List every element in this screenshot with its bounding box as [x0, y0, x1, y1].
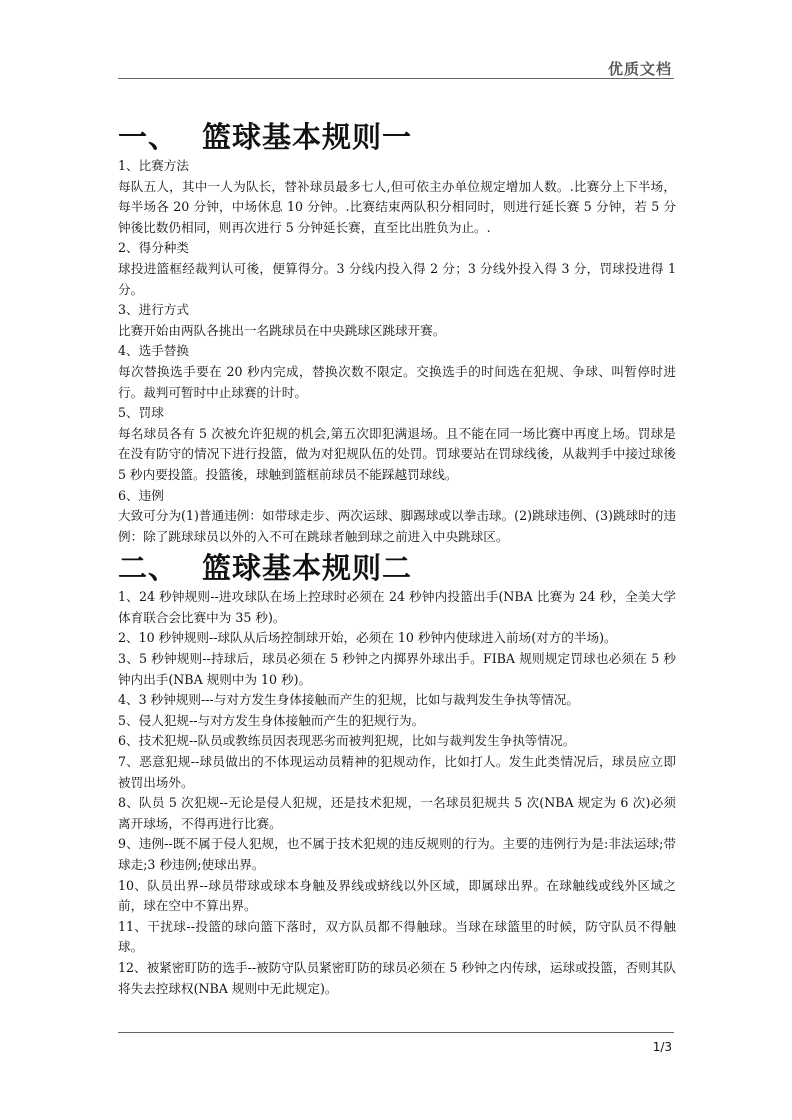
rule-item: 4、3 秒钟规则---与对方发生身体接触而产生的犯规，比如与裁判发生争执等情况。: [118, 692, 579, 708]
rule-item: 11、干扰球--投篮的球向篮下落时，双方队员都不得触球。当球在球篮里的时候，防守队员不得触球。: [118, 918, 676, 955]
rule-subheading: 5、罚球: [118, 405, 164, 421]
rule-item: 12、被紧密盯防的选手--被防守队员紧密盯防的球员必须在 5 秒钟之内传球，运球或投篮，否则其队将失去控球权(NBA 规则中无此规定)。: [118, 959, 676, 996]
document-body: [118, 118, 676, 999]
rule-subheading: 6、违例: [118, 487, 164, 503]
header-label: 优质文档: [607, 60, 672, 78]
rule-item: 7、恶意犯规--球员做出的不体现运动员精神的犯规动作，比如打人。发生此类情况后，球员应立即被罚出场外。: [118, 754, 676, 790]
rule-paragraph: 比赛开始由两队各挑出一名跳球员在中央跳球区跳球开赛。: [118, 322, 446, 338]
rule-subheading: 2、得分种类: [118, 240, 189, 256]
header-divider: [118, 78, 674, 79]
section-number: 一、: [118, 120, 179, 154]
rule-item: 3、5 秒钟规则--持球后，球员必须在 5 秒钟之内掷界外球出手。FIBA 规则规定罚球也必须在 5 秒钟内出手(NBA 规则中为 10 秒)。: [118, 651, 676, 687]
rule-paragraph: 球投进篮框经裁判认可後，便算得分。3 分线内投入得 2 分；3 分线外投入得 3 分，罚球投进得 1 分。: [118, 260, 676, 297]
section-heading-2: [118, 549, 676, 587]
rule-paragraph: 每次替换选手要在 20 秒内完成，替换次数不限定。交换选手的时间选在犯规、争球、叫暂停时进行。裁判可暂时中止球赛的计时。: [118, 363, 676, 400]
rule-paragraph: 每队五人，其中一人为队长，替补球员最多七人,但可依主办单位规定增加人数。.比赛分上下半场，每半场各 20 分钟，中场休息 10 分钟。.比赛结束两队积分相同时，则进行延长赛 5 分钟，若 5 分钟後比数仍相同，则再次进行 5 分钟延长赛，直至比出胜负为止。.: [118, 178, 676, 235]
rule-paragraph: 大致可分为(1)普通违例：如带球走步、两次运球、脚踢球或以拳击球。(2)跳球违例、(3)跳球时的违例：除了跳球球员以外的入不可在跳球者触到球之前进入中央跳球区。: [118, 508, 676, 544]
section-title: 篮球基本规则一: [202, 120, 413, 154]
rule-item: 9、违例--既不属于侵人犯规，也不属于技术犯规的违反规则的行为。主要的违例行为是:非法运球;带球走;3 秒违例;使球出界。: [118, 836, 676, 872]
rule-item: 10、队员出界--球员带球或球本身触及界线或蛴线以外区域，即属球出界。在球触线或线外区域之前，球在空中不算出界。: [118, 877, 676, 914]
rule-item: 2、10 秒钟规则--球队从后场控制球开始，必须在 10 秒钟内使球进入前场(对方的半场)。: [118, 630, 617, 646]
rule-subheading: 1、比赛方法: [118, 158, 189, 173]
rule-item: 1、24 秒钟规则--进攻球队在场上控球时必须在 24 秒钟内投篮出手(NBA 比赛为 24 秒，全美大学体育联合会比赛中为 35 秒)。: [118, 589, 676, 625]
rule-item: 5、侵人犯规--与对方发生身体接触而产生的犯规行为。: [118, 712, 425, 728]
rule-subheading: 4、选手替换: [118, 343, 189, 359]
section-title: 篮球基本规则二: [202, 551, 413, 586]
rule-paragraph: 每名球员各有 5 次被允许犯规的机会,第五次即犯满退场。且不能在同一场比赛中再度上场。罚球是在没有防守的情况下进行投篮，做为对犯规队伍的处罚。罚球要站在罚球线後，从裁判手中接过球後 5 秒内要投篮。投篮後，球触到篮框前球员不能踩越罚球线。: [118, 425, 676, 482]
page-number: 1/3: [652, 1040, 672, 1054]
footer-divider: [118, 1032, 674, 1033]
rule-item: 8、队员 5 次犯规--无论是侵人犯规，还是技术犯规，一名球员犯规共 5 次(NBA 规定为 6 次)必须离开球场，不得再进行比赛。: [118, 795, 676, 831]
rule-item: 6、技术犯规--队员或教练员因表现恶劣而被判犯规，比如与裁判发生争执等情况。: [118, 733, 576, 749]
rule-subheading: 3、进行方式: [118, 302, 189, 318]
section-heading-1: [118, 118, 676, 156]
section-number: 二、: [118, 551, 179, 586]
